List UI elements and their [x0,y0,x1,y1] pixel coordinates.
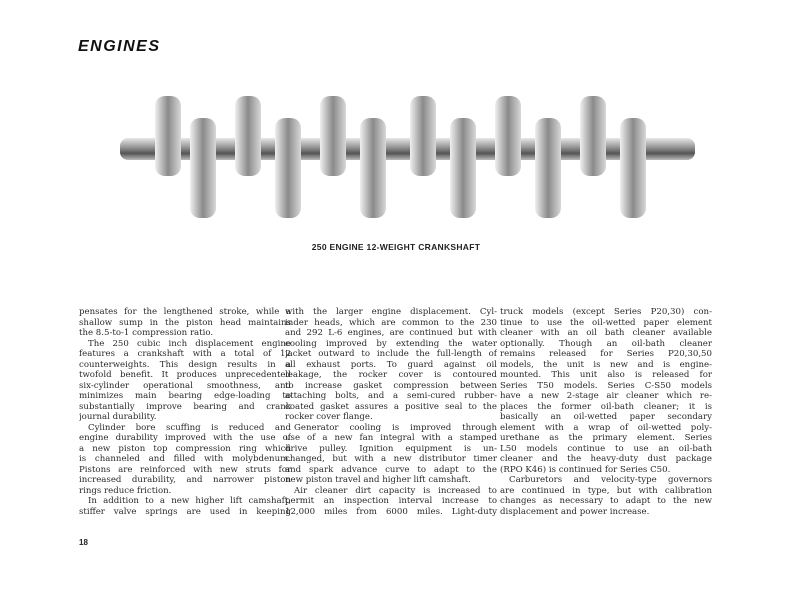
text-line: to increase gasket compression between [285,380,497,391]
text-line: pensates for the lengthened stroke, while a [79,307,291,317]
text-line: places the former oil-bath cleaner; it is [500,401,712,412]
text-line: a new piston top compression ring which [79,443,291,454]
counterweight [320,96,346,176]
counterweight [450,118,476,218]
counterweight [275,118,301,218]
text-line: permit an inspection interval increase to [285,496,497,506]
text-line: new piston travel and higher lift camshaft. [285,475,471,485]
text-line: truck models (except Series P20,30) con- [500,307,712,317]
text-line: use of a new fan integral with a stamped [285,433,497,443]
text-line: rocker cover flange. [285,412,373,422]
text-line: tinue to use the oil-wetted paper element [500,317,712,328]
text-line: counterweights. This design results in a [79,359,291,370]
text-line: urethane as the primary element. Series [500,433,712,443]
text-column-3 [500,307,712,517]
text-line: The 250 cubic inch displacement engine [88,338,291,349]
text-line: 12,000 miles from 6000 miles. Light-duty [285,506,497,517]
counterweight [495,96,521,176]
text-line: the 8.5-to-1 compression ratio. [79,328,214,338]
text-line: stiffer valve springs are used in keeping [79,506,291,517]
figure-caption: 250 ENGINE 12-WEIGHT CRANKSHAFT [311,242,481,252]
text-line: coated gasket assures a positive seal to the [285,401,497,412]
text-line: are continued in type, but with calibration [500,485,712,496]
text-line: Air cleaner dirt capacity is increased to [294,485,497,496]
paragraph [79,423,291,497]
paragraph [500,475,712,517]
text-line: journal durability. [79,412,157,422]
counterweight [235,96,261,176]
counterweight [580,96,606,176]
counterweight [360,118,386,218]
text-line: increased durability, and narrower piston [79,475,291,485]
paragraph [79,339,291,423]
counterweight [155,96,181,176]
text-line: six-cylinder operational smoothness, and [79,380,291,391]
text-line: and 292 L-6 engines, are continued but with [285,328,497,338]
text-line: Carburetors and velocity-type governors [509,475,712,485]
text-line: optionally. Though an oil-bath cleaner [500,338,712,349]
text-line: Pistons are reinforced with new struts for [79,464,291,475]
text-line: Series T50 models. Series C-S50 models [500,380,712,391]
text-line: element with a wrap of oil-wetted poly- [500,422,712,433]
text-line: models, the unit is new and is engine- [500,359,712,370]
text-line: with the larger engine displacement. Cyl- [285,307,497,317]
text-line: and spark advance curve to adapt to the [285,464,497,475]
paragraph [500,307,712,475]
paragraph [285,307,497,423]
text-line: Cylinder bore scuffing is reduced and [88,422,291,433]
text-line: In addition to a new higher lift camshaft, [88,496,291,506]
text-line: is channeled and filled with molybdenum. [79,454,291,464]
counterweight [620,118,646,218]
text-line: changed, but with a new distributor timer [285,454,497,464]
counterweight [410,96,436,176]
text-line: changes as necessary to adapt to the new [500,496,712,506]
paragraph [79,496,291,517]
paragraph [285,486,497,518]
text-line: drive pulley. Ignition equipment is un- [285,443,497,454]
counterweight [190,118,216,218]
text-line: have a new 2-stage air cleaner which re- [500,391,712,401]
text-line: twofold benefit. It produces unprecedented [79,370,291,380]
text-line: cooling improved by extending the water [285,338,497,349]
text-column-2 [285,307,497,517]
text-line: (RPO K46) is continued for Series C50. [500,464,671,475]
text-line: features a crankshaft with a total of 12 [79,349,291,359]
text-line: jacket outward to include the full-length of [285,349,497,359]
counterweight [535,118,561,218]
paragraph [285,423,497,486]
text-line: all exhaust ports. To guard against oil [285,359,497,370]
text-line: shallow sump in the piston head maintains [79,317,291,328]
text-column-1 [79,307,291,517]
paragraph [79,307,291,339]
text-line: substantially improve bearing and crank [79,401,291,412]
page-title: ENGINES [78,38,161,55]
text-line: cleaner with an oil bath cleaner available [500,328,712,338]
text-line: basically an oil-wetted paper secondary [500,412,712,422]
text-line: cleaner and the heavy-duty dust package [500,454,712,464]
text-line: leakage, the rocker cover is contoured [285,370,497,380]
text-line: attaching bolts, and a semi-cured rubber- [285,391,497,401]
text-line: engine durability improved with the use of [79,433,291,443]
crankshaft-photo [115,88,700,228]
text-line: L50 models continue to use an oil-bath [500,443,712,454]
text-line: minimizes main bearing edge-loading to [79,391,291,401]
text-line: Generator cooling is improved through [294,422,497,433]
text-line: displacement and power increase. [500,506,650,517]
text-line: mounted. This unit also is released for [500,370,712,380]
text-line: remains released for Series P20,30,50 [500,349,712,359]
text-line: inder heads, which are common to the 230 [285,317,497,328]
page-number: 18 [79,538,88,547]
text-line: rings reduce friction. [79,485,172,496]
